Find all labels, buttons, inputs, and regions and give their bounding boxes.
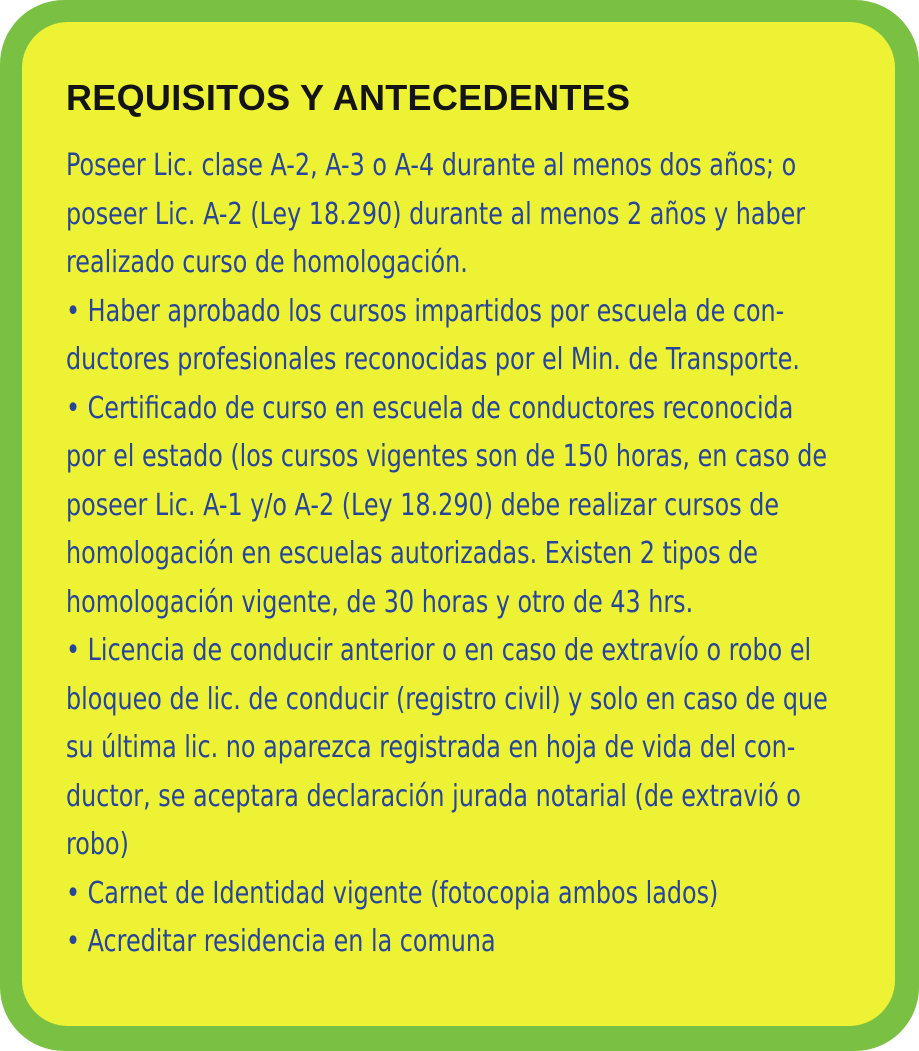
bullet-line: • Acreditar residencia en la comuna bbox=[66, 924, 496, 959]
bullet-line: • Haber aprobado los cursos impartidos por escuela de con- bbox=[66, 293, 785, 329]
panel-title: REQUISITOS Y ANTECEDENTES bbox=[66, 77, 631, 118]
text-line: robo) bbox=[66, 827, 129, 862]
text-line: poseer Lic. A-1 y/o A-2 (Ley 18.290) debe realizar cursos de bbox=[66, 487, 780, 523]
bullet-line: • Certificado de curso en escuela de conductores reconocida bbox=[66, 390, 794, 426]
text-line: su última lic. no aparezca registrada en hoja de vida del con- bbox=[66, 730, 796, 765]
text-line: bloqueo de lic. de conducir (registro civil) y solo en caso de que bbox=[66, 681, 828, 717]
text-line: homologación en escuelas autorizadas. Existen 2 tipos de bbox=[66, 536, 758, 571]
bullet-line: • Licencia de conducir anterior o en caso de extravío o robo el bbox=[66, 633, 812, 668]
text-line: ductores profesionales reconocidas por el Min. de Transporte. bbox=[66, 342, 800, 377]
text-line: ductor, se aceptara declaración jurada notarial (de extravió o bbox=[66, 778, 801, 814]
text-line: poseer Lic. A-2 (Ley 18.290) durante al menos 2 años y haber bbox=[66, 196, 806, 232]
requirements-text bbox=[66, 142, 861, 967]
text-line: realizado curso de homologación. bbox=[66, 245, 468, 280]
text-line: Poseer Lic. clase A-2, A-3 o A-4 durante al menos dos años; o bbox=[66, 148, 797, 183]
text-line: por el estado (los cursos vigentes son de 150 horas, en caso de bbox=[66, 439, 828, 474]
bullet-line: • Carnet de Identidad vigente (fotocopia ambos lados) bbox=[66, 875, 719, 911]
text-line: homologación vigente, de 30 horas y otro de 43 hrs. bbox=[66, 584, 694, 620]
requirements-panel bbox=[22, 22, 895, 1026]
